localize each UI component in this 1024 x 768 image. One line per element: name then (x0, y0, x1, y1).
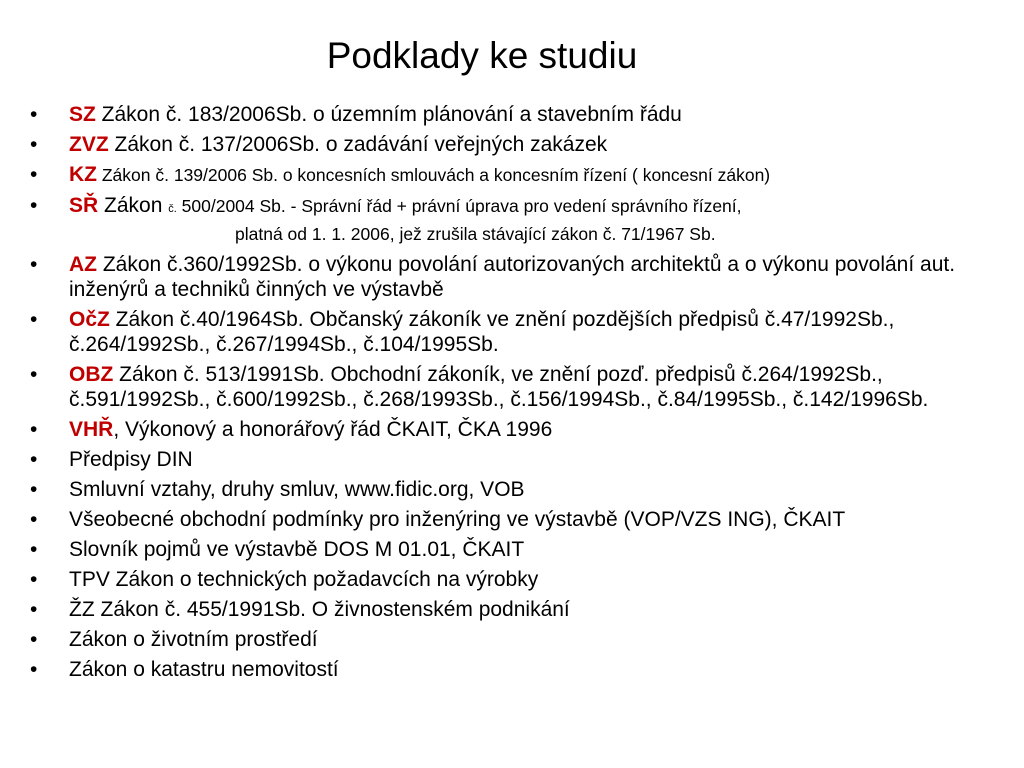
bullet: • (30, 194, 38, 217)
abbreviation: VHŘ (69, 418, 114, 441)
bullet: • (30, 308, 38, 331)
list-item-sr (30, 193, 1005, 247)
abbreviation: SZ (69, 103, 96, 126)
item-text: Předpisy DIN (69, 448, 193, 471)
list-item-vhr (30, 417, 1005, 442)
item-text: Smluvní vztahy, druhy smluv, www.fidic.org, VOB (69, 478, 525, 501)
item-text-continuation: platná od 1. 1. 2006, jež zrušila stávající zákon č. 71/1967 Sb. (235, 224, 716, 244)
bullet: • (30, 658, 38, 681)
list-item-obz (30, 362, 1005, 412)
list-item-din (30, 447, 1005, 472)
bullet: • (30, 448, 38, 471)
bullet: • (30, 568, 38, 591)
abbreviation: OčZ (69, 308, 110, 331)
list-item-vop (30, 507, 1005, 532)
item-text: Zákon č.40/1964Sb. Občanský zákoník ve znění pozdějších předpisů č.47/1992Sb., č.264/1992Sb., č.267/1994Sb., č.104/1995Sb. (69, 308, 895, 356)
bullet: • (30, 478, 38, 501)
item-text: ŽZ Zákon č. 455/1991Sb. O živnostenském podnikání (69, 598, 570, 621)
bullet: • (30, 628, 38, 651)
list-item-cadastre (30, 657, 1005, 682)
item-text: Zákon (98, 194, 169, 217)
bullet: • (30, 598, 38, 621)
item-text: Zákon č.360/1992Sb. o výkonu povolání autorizovaných architektů a o výkonu povolání aut. inženýrů a techniků činných ve výstavbě (69, 253, 956, 301)
item-text: Všeobecné obchodní podmínky pro inženýring ve výstavbě (VOP/VZS ING), ČKAIT (69, 508, 846, 531)
list-item-zz (30, 597, 1005, 622)
abbreviation: SŘ (69, 194, 99, 217)
bullet: • (30, 103, 38, 126)
bullet: • (30, 133, 38, 156)
list-item-contracts (30, 477, 1005, 502)
item-text: Zákon č. 137/2006Sb. o zadávání veřejných zakázek (108, 133, 608, 156)
bullet: • (30, 508, 38, 531)
list-item-glossary (30, 537, 1005, 562)
item-text: Slovník pojmů ve výstavbě DOS M 01.01, ČKAIT (69, 538, 525, 561)
item-text: 500/2004 Sb. - Správní řád + právní úprava pro vedení správního řízení, (176, 196, 742, 216)
list-item-ocz (30, 307, 1005, 357)
abbreviation: AZ (69, 253, 97, 276)
item-text: Zákon o katastru nemovitostí (69, 658, 339, 681)
abbreviation: KZ (69, 163, 97, 186)
reference-list (30, 102, 1005, 687)
item-text: Zákon č. 513/1991Sb. Obchodní zákoník, ve znění pozď. předpisů č.264/1992Sb., č.591/1992Sb., č.600/1992Sb., č.268/1993Sb., č.156/1994Sb., č.84/1995Sb., č.142/1996Sb. (69, 363, 929, 411)
bullet: • (30, 363, 38, 386)
list-item-environment (30, 627, 1005, 652)
bullet: • (30, 253, 38, 276)
list-item-kz (30, 162, 1005, 188)
list-item-az (30, 252, 1005, 302)
item-text: Zákon č. 183/2006Sb. o územním plánování a stavebním řádu (95, 103, 682, 126)
list-item-tpv (30, 567, 1005, 592)
abbreviation: ZVZ (69, 133, 109, 156)
bullet: • (30, 163, 38, 186)
abbreviation: OBZ (69, 363, 114, 386)
list-item-sz (30, 102, 1005, 127)
bullet: • (30, 418, 38, 441)
item-text: Zákon o životním prostředí (69, 628, 318, 651)
item-text: , Výkonový a honorářový řád ČKAIT, ČKA 1996 (113, 418, 553, 441)
list-item-zvz (30, 132, 1005, 157)
slide-title: Podklady ke studiu (326, 35, 638, 76)
item-text-small: č. (168, 203, 177, 215)
item-text: TPV Zákon o technických požadavcích na výrobky (69, 568, 539, 591)
bullet: • (30, 538, 38, 561)
item-text: Zákon č. 139/2006 Sb. o koncesních smlouvách a koncesním řízení ( koncesní zákon) (97, 165, 771, 185)
